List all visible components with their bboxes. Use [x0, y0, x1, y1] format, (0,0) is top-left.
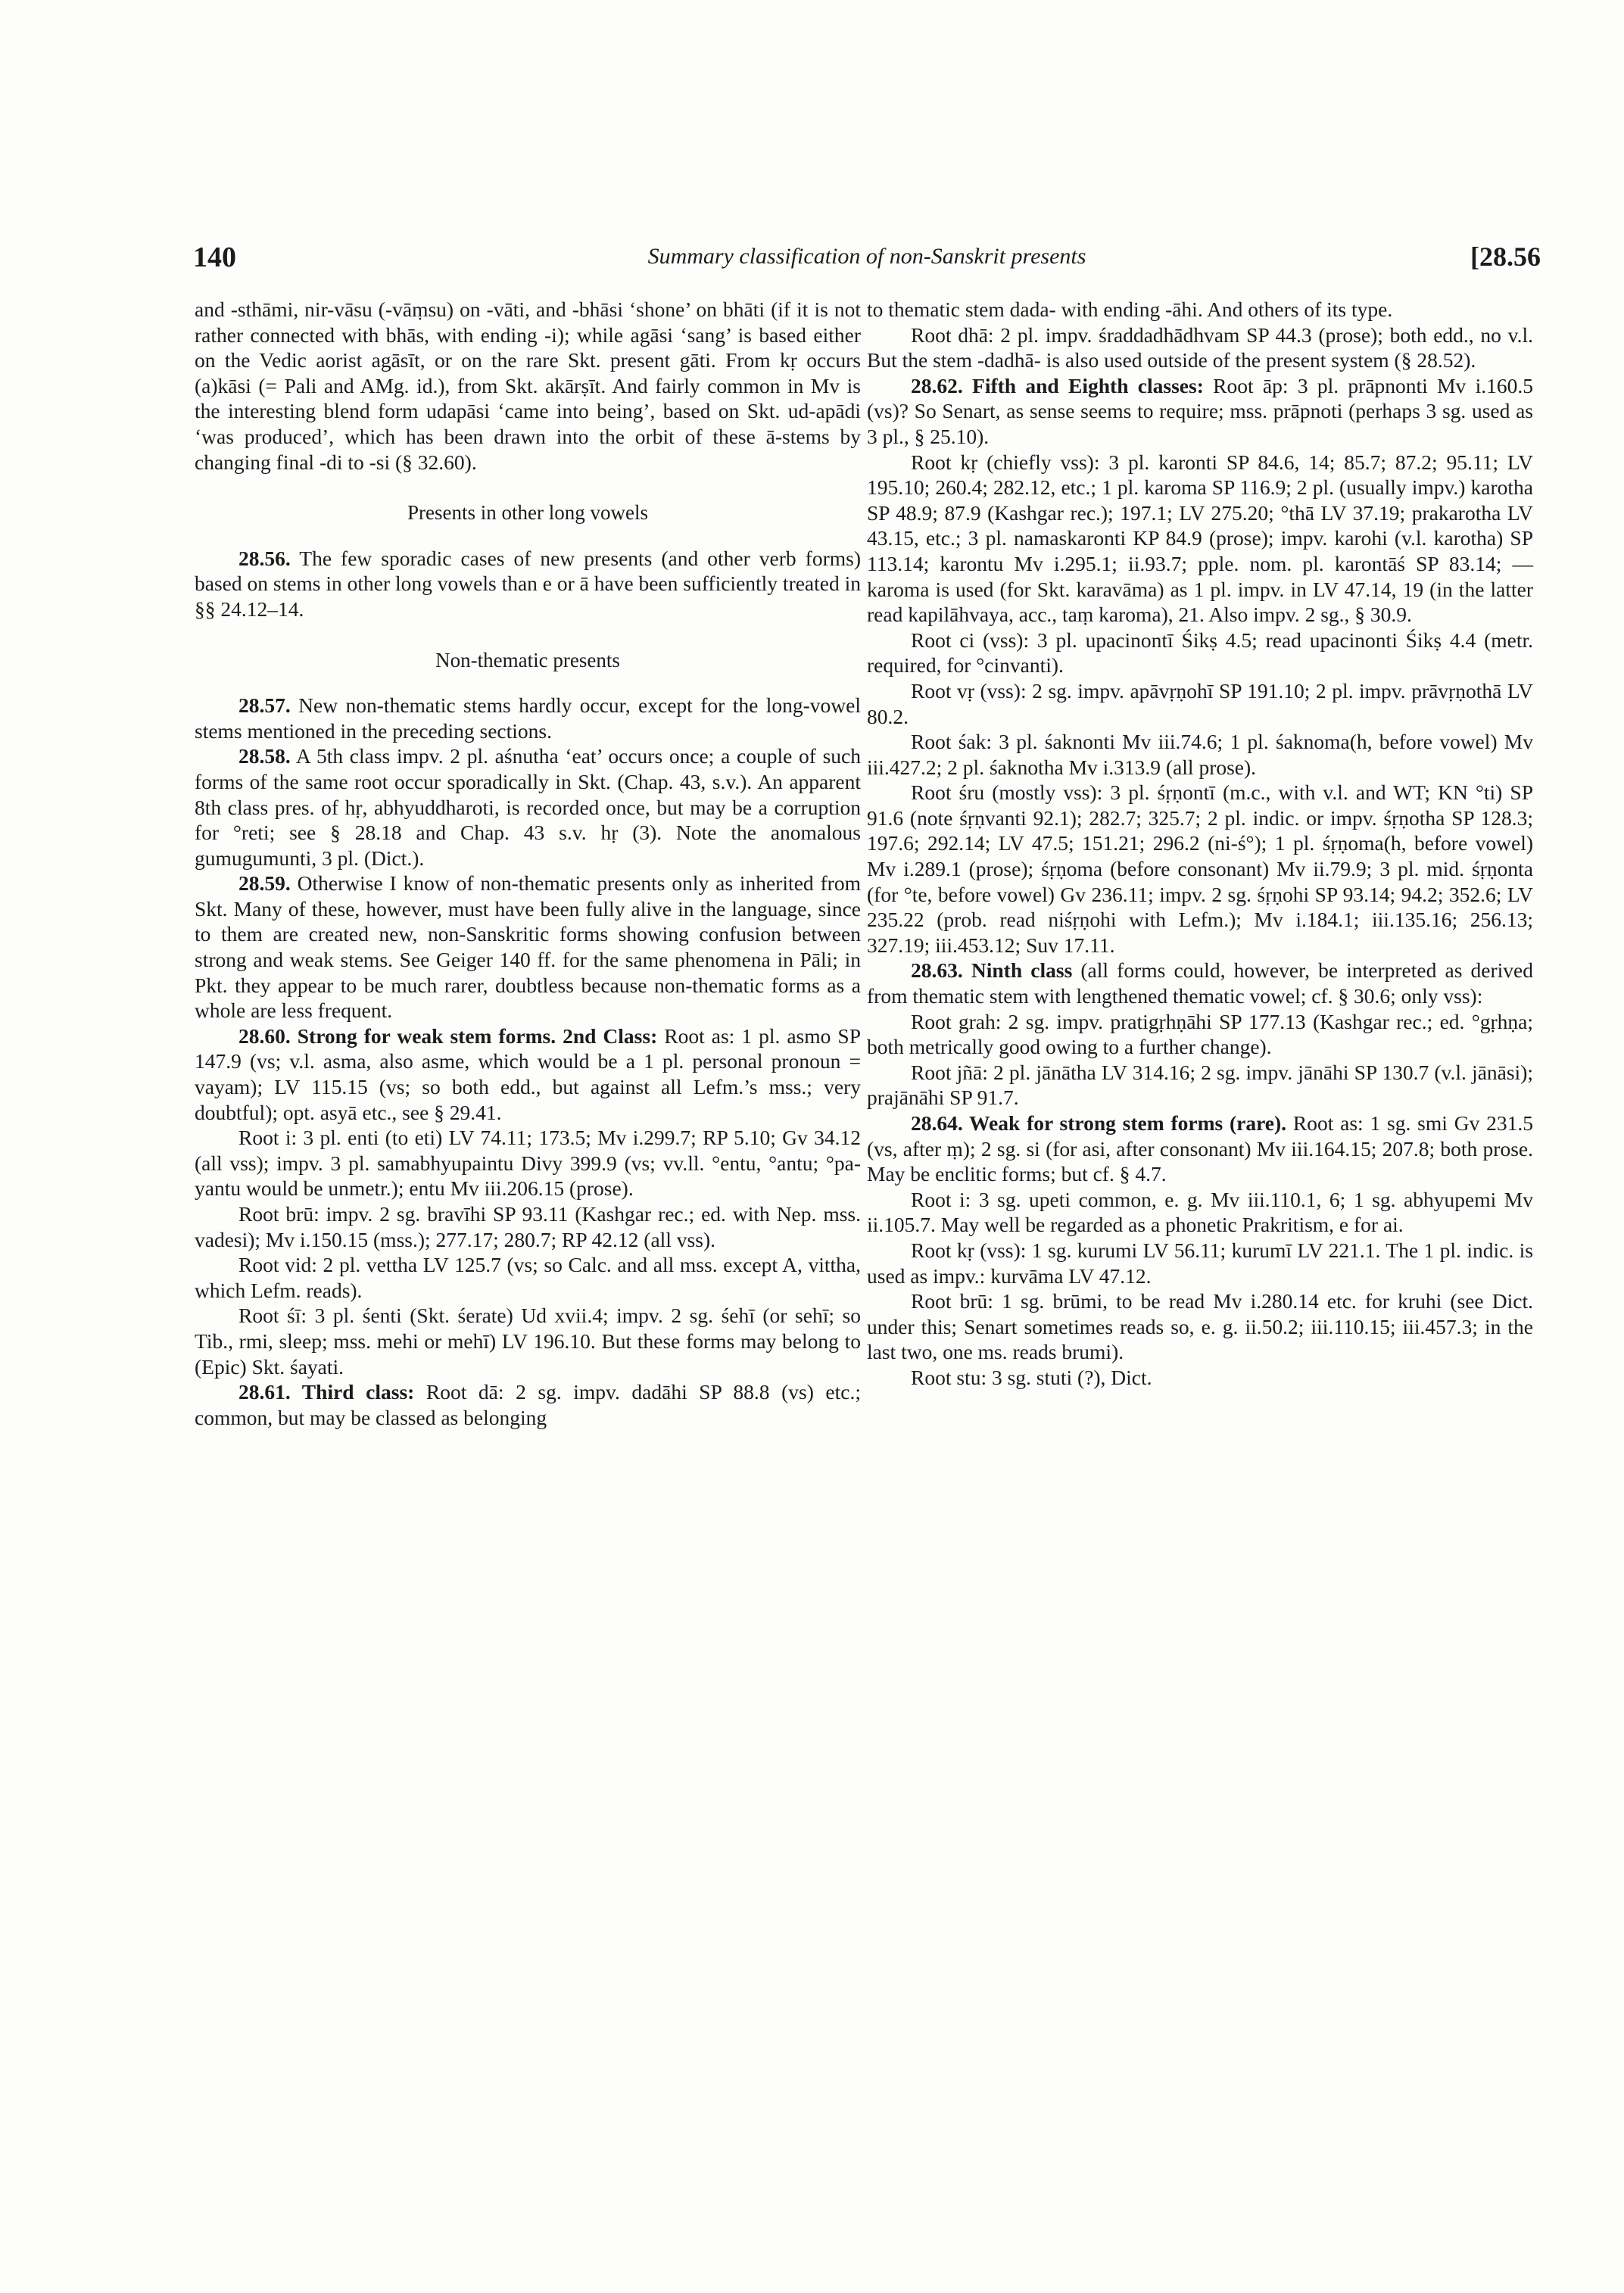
paragraph-root-ci: Root ci (vss): 3 pl. upacinontī Śikṣ 4.5; read upacinonti Śikṣ 4.4 (metr. required, for °cinvanti).: [867, 628, 1533, 678]
section-number: 28.60.: [238, 1023, 291, 1048]
section-number: 28.62.: [911, 373, 963, 397]
section-text: Root āp: 3 pl. prāpnonti Mv i.160.5 (vs)? So Senart, as sense seems to require; mss. prāpnoti (perhaps 3 sg. used as 3 pl., § 25.10).: [867, 373, 1533, 448]
section-28-60: [195, 1023, 861, 1125]
paragraph-root-sak: Root śak: 3 pl. śaknonti Mv iii.74.6; 1 pl. śaknoma(h, before vowel) Mv iii.427.2; 2 pl. śaknotha Mv i.313.9 (all prose).: [867, 730, 1533, 779]
paragraph-root-kr: Root kṛ (chiefly vss): 3 pl. karonti SP 84.6, 14; 85.7; 87.2; 95.11; LV 195.10; 260.4; 282.12, etc.; 1 pl. karoma SP 116.9; 2 pl. (usually impv.) karotha SP 48.9; 87.9 (Kashgar rec.); 197.1; LV 275.20; °thā LV 37.19; prakarotha LV 43.15, etc.; 3 pl. namaskaronti KP 84.9 (prose); impv. karohi (v.l. karotha) SP 113.14; karontu Mv i.295.1; ii.93.7; pple. nom. pl. karontāś SP 83.14; — karoma is used (for Skt. karavāma) as 1 pl. impv. in LV 47.14, 19 (in the latter read kapilāhvaya, acc., taṃ karoma), 21. Also impv. 2 sg., § 30.9.: [867, 450, 1533, 627]
section-28-58: [195, 743, 861, 871]
left-column: [195, 297, 861, 1430]
section-28-64: [867, 1111, 1533, 1187]
section-title: Fifth and Eighth classes:: [962, 373, 1204, 397]
section-text: The few sporadic cases of new presents (and other verb forms) based on stems in other long vowels than e or ā have been sufficiently treated in §§ 24.12–14.: [195, 546, 861, 621]
section-text: (all forms could, however, be interpreted as derived from thematic stem with lengthened thematic vowel; cf. § 30.6; only vss):: [867, 958, 1533, 1008]
paragraph-root-kr-weak: Root kṛ (vss): 1 sg. kurumi LV 56.11; kurumī LV 221.1. The 1 pl. indic. is used as impv.: kurvāma LV 47.12.: [867, 1238, 1533, 1288]
right-column: [867, 297, 1533, 1391]
section-text: Root dā: 2 sg. impv. dadāhi SP 88.8 (vs) etc.; common, but may be classed as belonging: [195, 1380, 861, 1429]
section-28-62: [867, 373, 1533, 450]
running-title: Summary classification of non-Sanskrit presents: [647, 244, 1086, 269]
section-title: Strong for weak stem forms. 2nd Class:: [290, 1023, 658, 1048]
section-text: Root as: 1 sg. smi Gv 231.5 (vs, after ṃ); 2 sg. si (for asi, after consonant) Mv iii.164.15; 207.8; both prose. May be enclitic forms; but cf. § 4.7.: [867, 1111, 1533, 1186]
paragraph-root-bru-weak: Root brū: 1 sg. brūmi, to be read Mv i.280.14 etc. for kruhi (see Dict. under this; Senart sometimes reads so, e. g. ii.50.2; iii.110.15; iii.457.3; in the last two, one ms. reads brumi).: [867, 1289, 1533, 1364]
section-number: 28.63.: [911, 958, 963, 983]
section-28-59: [195, 871, 861, 1023]
running-head: [193, 241, 1541, 279]
section-number: 28.61.: [238, 1380, 291, 1404]
section-heading-non-thematic: Non-thematic presents: [435, 648, 620, 671]
paragraph-root-jna: Root jñā: 2 pl. jānātha LV 314.16; 2 sg. impv. jānāhi SP 130.7 (v.l. jānāsi); prajānāhi SP 91.7.: [867, 1060, 1533, 1110]
paragraph: to thematic stem dada- with ending -āhi. And others of its type.: [867, 298, 1393, 321]
paragraph-root-sru: Root śru (mostly vss): 3 pl. śṛṇontī (m.c., with v.l. and WT; KN °ti) SP 91.6 (note śṛṇvanti 92.1); 282.7; 325.7; 2 pl. indic. or impv. śṛṇotha SP 128.3; 197.6; 292.14; LV 47.5; 151.21; 296.2 (ni-ś°); 1 pl. śṛṇoma(h, before vowel) Mv i.289.1 (prose); śṛṇoma (before consonant) Mv ii.79.9; 3 pl. mid. śṛṇonta (for °te, before vowel) Gv 236.11; impv. 2 sg. śṛṇohi SP 93.14; 94.2; 352.6; LV 235.22 (prob. read niśṛṇohi with Lefm.); Mv i.184.1; iii.135.16; 256.13; 327.19; iii.453.12; Suv 17.11.: [867, 780, 1533, 957]
paragraph-root-stu: Root stu: 3 sg. stuti (?), Dict.: [911, 1365, 1152, 1389]
paragraph-root-si: Root śī: 3 pl. śenti (Skt. śerate) Ud xvii.4; impv. 2 sg. śehī (or sehī; so Tib., rmi, sleep; mss. mehi or mehī) LV 196.10. But these forms may belong to (Epic) Skt. śayati.: [195, 1304, 861, 1379]
section-text: A 5th class impv. 2 pl. aśnutha ‘eat’ occurs once; a couple of such forms of the same root occur sporadically in Skt. (Chap. 43, s.v.). An apparent 8th class pres. of hṛ, abhyuddharoti, is recorded once, but may be a corruption for °reti; see § 28.18 and Chap. 43 s.v. hṛ (3). Note the anomalous gumugumunti, 3 pl. (Dict.).: [195, 744, 861, 870]
section-number: 28.57.: [238, 693, 291, 718]
section-28-56: [195, 546, 861, 622]
section-title: Third class:: [290, 1380, 415, 1404]
section-text: New non-thematic stems hardly occur, except for the long-vowel stems mentioned in the preceding sections.: [195, 693, 861, 743]
section-number: 28.64.: [911, 1111, 963, 1135]
section-title: Weak for strong stem forms (rare).: [962, 1111, 1287, 1135]
page-number: 140: [193, 241, 236, 273]
section-number: 28.56.: [238, 546, 291, 570]
paragraph-root-i-weak: Root i: 3 sg. upeti common, e. g. Mv iii.110.1, 6; 1 sg. abhyupemi Mv ii.105.7. May well be regarded as a phonetic Prakritism, e for ai.: [867, 1187, 1533, 1237]
paragraph-root-vr: Root vṛ (vss): 2 sg. impv. apāvṛṇohī SP 191.10; 2 pl. impv. prāvṛṇothā LV 80.2.: [867, 678, 1533, 728]
section-number: 28.59.: [238, 871, 291, 896]
section-text: Otherwise I know of non-thematic presents only as inherited from Skt. Many of these, however, must have been fully alive in the language, since to them are created new, non-Sanskritic forms showing confusion between strong and weak stems. See Geiger 140 ff. for the same phenomena in Pāli; in Pkt. they appear to be much rarer, doubtless because non-thematic forms as a whole are less frequent.: [195, 871, 861, 1023]
paragraph-root-bru: Root brū: impv. 2 sg. bravīhi SP 93.11 (Kashgar rec.; ed. with Nep. mss. vadesi); Mv i.150.15 (mss.); 277.17; 280.7; RP 42.12 (all vss).: [195, 1202, 861, 1251]
paragraph-root-vid: Root vid: 2 pl. vettha LV 125.7 (vs; so Calc. and all mss. except A, vittha, which Lefm. reads).: [195, 1253, 861, 1302]
paragraph-root-i: Root i: 3 pl. enti (to eti) LV 74.11; 173.5; Mv i.299.7; RP 5.10; Gv 34.12 (all vss); impv. 3 pl. samabhyupaintu Divy 399.9 (vs; vv.ll. °entu, °antu; °pa-yantu would be unmetr.); entu Mv iii.206.15 (prose).: [195, 1126, 861, 1201]
section-28-63: [867, 958, 1533, 1008]
section-reference: [28.56: [1470, 241, 1541, 272]
paragraph-root-grah: Root grah: 2 sg. impv. pratigṛhṇāhi SP 177.13 (Kashgar rec.; ed. °gṛhṇa; both metrically good owing to a further change).: [867, 1009, 1533, 1059]
section-28-61: [195, 1379, 861, 1430]
section-heading-long-vowels: Presents in other long vowels: [407, 501, 648, 525]
paragraph: and -sthāmi, nir-vāsu (-vāṃsu) on -vāti, and -bhāsi ‘shone’ on bhāti (if it is not rather connected with bhās, with ending -i); while agāsi ‘sang’ is based either on the Vedic aorist agāsīt, or on the rare Skt. present gāti. From kṛ occurs (a)kāsi (= Pali and AMg. id.), from Skt. akārṣīt. And fairly common in Mv is the interesting blend form udapāsi ‘came into being’, based on Skt. ud-apādi ‘was produced’, which has been drawn into the orbit of these ā-stems by changing final -di to -si (§ 32.60).: [195, 298, 861, 474]
section-number: 28.58.: [238, 744, 291, 768]
section-28-57: [195, 693, 861, 743]
paragraph-root-dha: Root dhā: 2 pl. impv. śraddadhādhvam SP 44.3 (prose); both edd., no v.l. But the stem -dadhā- is also used outside of the present system (§ 28.52).: [867, 322, 1533, 372]
section-title: Ninth class: [962, 958, 1073, 983]
section-text: Root as: 1 pl. asmo SP 147.9 (vs; v.l. asma, also asme, which would be a 1 pl. personal pronoun = vayam); LV 115.15 (vs; so both edd., but against all Lefm.’s mss.; very doubtful); opt. asyā etc., see § 29.41.: [195, 1023, 862, 1124]
